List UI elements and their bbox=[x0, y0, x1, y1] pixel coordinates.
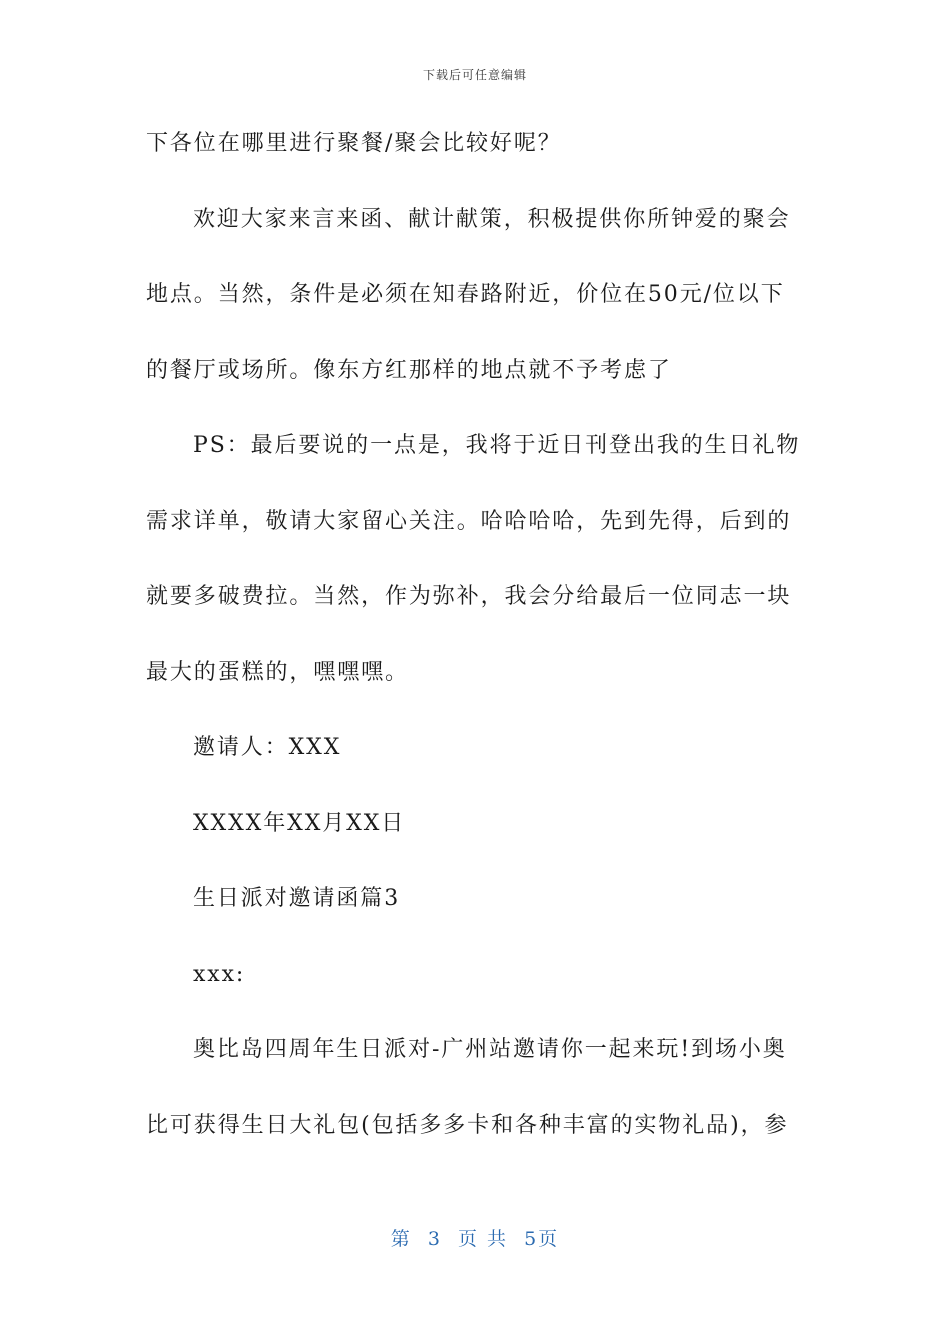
section-title: 生日派对邀请函篇3 bbox=[193, 886, 401, 911]
paragraph-line: 最大的蛋糕的，嘿嘿嘿。 bbox=[146, 659, 409, 685]
paragraph-line: 就要多破费拉。当然，作为弥补，我会分给最后一位同志一块 bbox=[146, 584, 792, 609]
inviter-line: 邀请人：XXX bbox=[193, 735, 342, 760]
paragraph-line: PS：最后要说的一点是，我将于近日刊登出我的生日礼物 bbox=[193, 433, 801, 458]
paragraph-line: 的餐厅或场所。像东方红那样的地点就不予考虑了 bbox=[146, 357, 672, 383]
footer-middle: 页 共 bbox=[458, 1228, 509, 1250]
paragraph-line: 下各位在哪里进行聚餐/聚会比较好呢？ bbox=[146, 131, 562, 156]
paragraph-line: 地点。当然，条件是必须在知春路附近，价位在50元/位以下 bbox=[146, 282, 785, 307]
paragraph-line: 欢迎大家来言来函、献计献策，积极提供你所钟爱的聚会 bbox=[193, 206, 791, 232]
paragraph-line: 奥比岛四周年生日派对-广州站邀请你一起来玩!到场小奥 bbox=[193, 1037, 787, 1062]
page-header-note: 下载后可任意编辑 bbox=[422, 68, 527, 82]
date-line: XXXX年XX月XX日 bbox=[193, 810, 406, 836]
footer-total-pages: 5页 bbox=[524, 1228, 560, 1250]
document-body bbox=[146, 122, 801, 1179]
paragraph-line: 比可获得生日大礼包(包括多多卡和各种丰富的实物礼品)，参 bbox=[146, 1112, 789, 1138]
footer-prefix: 第 bbox=[390, 1228, 412, 1250]
paragraph-line: 需求详单，敬请大家留心关注。哈哈哈哈，先到先得，后到的 bbox=[146, 508, 792, 534]
salutation-line: xxx: bbox=[193, 961, 246, 987]
page-footer bbox=[0, 1224, 950, 1251]
footer-current-page: 3 bbox=[427, 1228, 442, 1250]
